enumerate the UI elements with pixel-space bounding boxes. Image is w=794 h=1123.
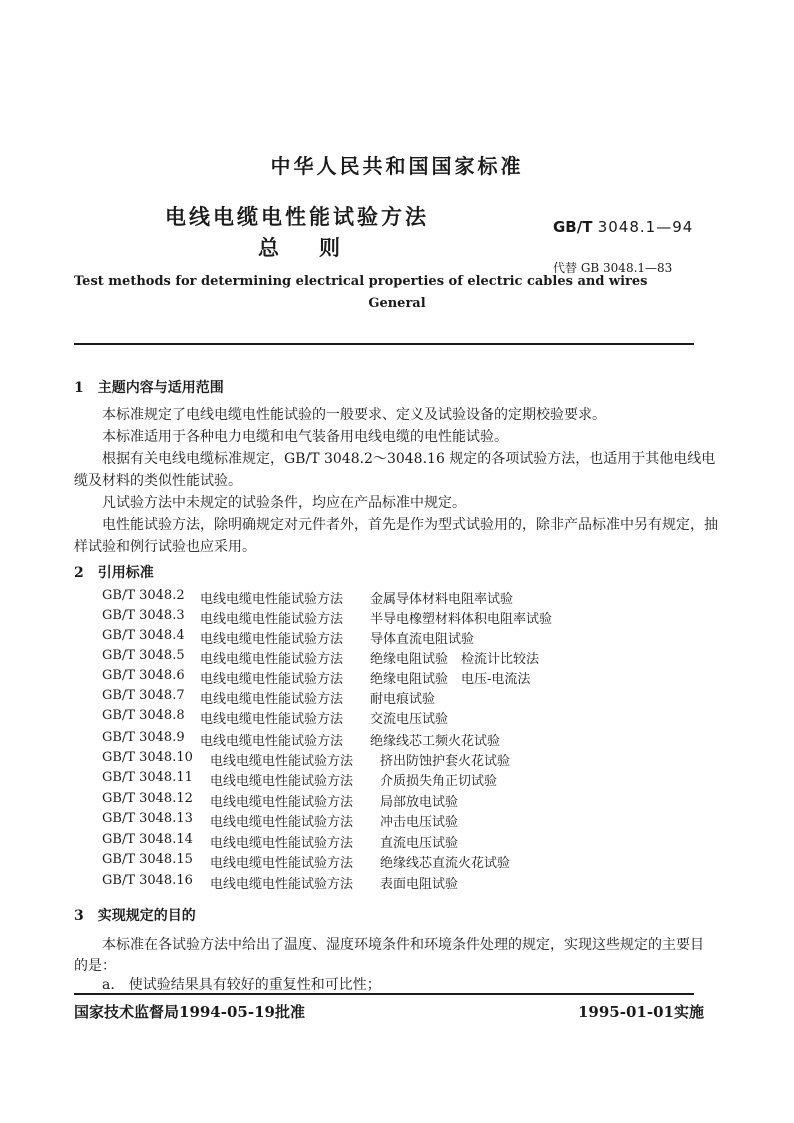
document-title: 电线电缆电性能试验方法: [165, 204, 429, 229]
reference-part: 绝缘电阻试验 电压-电流法: [370, 672, 531, 687]
reference-series: 电线电缆电性能试验方法: [210, 856, 354, 871]
reference-part: 导体直流电阻试验: [370, 632, 475, 647]
section-3-list-item: a. 使试验结果具有较好的重复性和可比性；: [102, 977, 381, 993]
reference-series: 电线电缆电性能试验方法: [210, 795, 354, 810]
reference-code: GB/T 3048.15: [102, 852, 193, 867]
reference-series: 电线电缆电性能试验方法: [210, 836, 354, 851]
section-1-paragraph: 缆及材料的类似性能试验。: [74, 473, 242, 489]
document-subtitle: 总则: [258, 235, 380, 260]
reference-part: 绝缘线芯工频火花试验: [370, 734, 501, 749]
reference-code: GB/T 3048.8: [102, 708, 185, 723]
reference-code: GB/T 3048.4: [102, 628, 185, 643]
reference-series: 电线电缆电性能试验方法: [200, 692, 344, 707]
reference-series: 电线电缆电性能试验方法: [210, 774, 354, 789]
reference-part: 直流电压试验: [380, 836, 459, 851]
section-1-paragraph: 样试验和例行试验也应采用。: [74, 539, 256, 555]
reference-code: GB/T 3048.11: [102, 770, 193, 785]
reference-code: GB/T 3048.5: [102, 648, 185, 663]
reference-code: GB/T 3048.13: [102, 811, 193, 826]
section-1-paragraph: 本标准规定了电线电缆电性能试验的一般要求、定义及试验设备的定期校验要求。: [102, 407, 606, 423]
reference-code: GB/T 3048.7: [102, 688, 185, 703]
reference-series: 电线电缆电性能试验方法: [200, 612, 344, 627]
reference-part: 绝缘电阻试验 检流计比较法: [370, 652, 540, 667]
reference-code: GB/T 3048.16: [102, 873, 193, 888]
section-1-paragraph: 根据有关电线电缆标准规定，GB/T 3048.2～3048.16 规定的各项试验方法，也适用于其他电线电: [102, 451, 716, 467]
replaces-standard: 代替 GB 3048.1—83: [553, 261, 673, 275]
section-3-paragraph: 的是：: [74, 958, 116, 974]
reference-part: 金属导体材料电阻率试验: [370, 592, 514, 607]
reference-series: 电线电缆电性能试验方法: [200, 652, 344, 667]
reference-part: 介质损失角正切试验: [380, 774, 498, 789]
approval-date: 国家技术监督局1994-05-19批准: [74, 1003, 305, 1021]
reference-series: 电线电缆电性能试验方法: [210, 815, 354, 830]
english-title: Test methods for determining electrical properties of electric cables and wires: [74, 274, 648, 289]
standard-number: [553, 218, 693, 236]
footer-divider: [74, 993, 694, 995]
reference-part: 半导电橡塑材料体积电阻率试验: [370, 612, 553, 627]
section-1-paragraph: 电性能试验方法，除明确规定对元件者外，首先是作为型式试验用的，除非产品标准中另有规定，抽: [102, 517, 718, 533]
implementation-date: 1995-01-01实施: [578, 1003, 704, 1021]
reference-part: 表面电阻试验: [380, 877, 459, 892]
section-2-heading: 2 引用标准: [74, 565, 154, 581]
section-1-heading: 1 主题内容与适用范围: [74, 380, 224, 396]
reference-code: GB/T 3048.12: [102, 791, 193, 806]
reference-part: 耐电痕试验: [370, 692, 436, 707]
reference-series: 电线电缆电性能试验方法: [200, 632, 344, 647]
reference-series: 电线电缆电性能试验方法: [200, 672, 344, 687]
section-3-paragraph: 本标准在各试验方法中给出了温度、湿度环境条件和环境条件处理的规定，实现这些规定的主要目: [102, 937, 704, 953]
reference-part: 冲击电压试验: [380, 815, 459, 830]
reference-code: GB/T 3048.6: [102, 668, 185, 683]
reference-series: 电线电缆电性能试验方法: [200, 712, 344, 727]
standard-prefix: GB/T: [553, 218, 593, 236]
reference-part: 绝缘线芯直流火花试验: [380, 856, 511, 871]
reference-code: GB/T 3048.3: [102, 608, 185, 623]
section-1-paragraph: 本标准适用于各种电力电缆和电气装备用电线电缆的电性能试验。: [102, 429, 508, 445]
reference-code: GB/T 3048.9: [102, 730, 185, 745]
section-3-heading: 3 实现规定的目的: [74, 908, 196, 924]
section-1-paragraph: 凡试验方法中未规定的试验条件，均应在产品标准中规定。: [102, 495, 466, 511]
reference-code: GB/T 3048.2: [102, 588, 185, 603]
standard-number-value: 3048.1—94: [597, 218, 694, 236]
reference-code: GB/T 3048.14: [102, 832, 193, 847]
reference-series: 电线电缆电性能试验方法: [210, 754, 354, 769]
reference-part: 挤出防蚀护套火花试验: [380, 754, 511, 769]
national-standard-title: 中华人民共和国国家标准: [270, 154, 524, 178]
reference-series: 电线电缆电性能试验方法: [210, 877, 354, 892]
english-subtitle: General: [368, 296, 426, 311]
header-divider: [74, 343, 694, 345]
reference-series: 电线电缆电性能试验方法: [200, 592, 344, 607]
reference-code: GB/T 3048.10: [102, 750, 193, 765]
reference-part: 交流电压试验: [370, 712, 449, 727]
reference-part: 局部放电试验: [380, 795, 459, 810]
reference-series: 电线电缆电性能试验方法: [200, 734, 344, 749]
